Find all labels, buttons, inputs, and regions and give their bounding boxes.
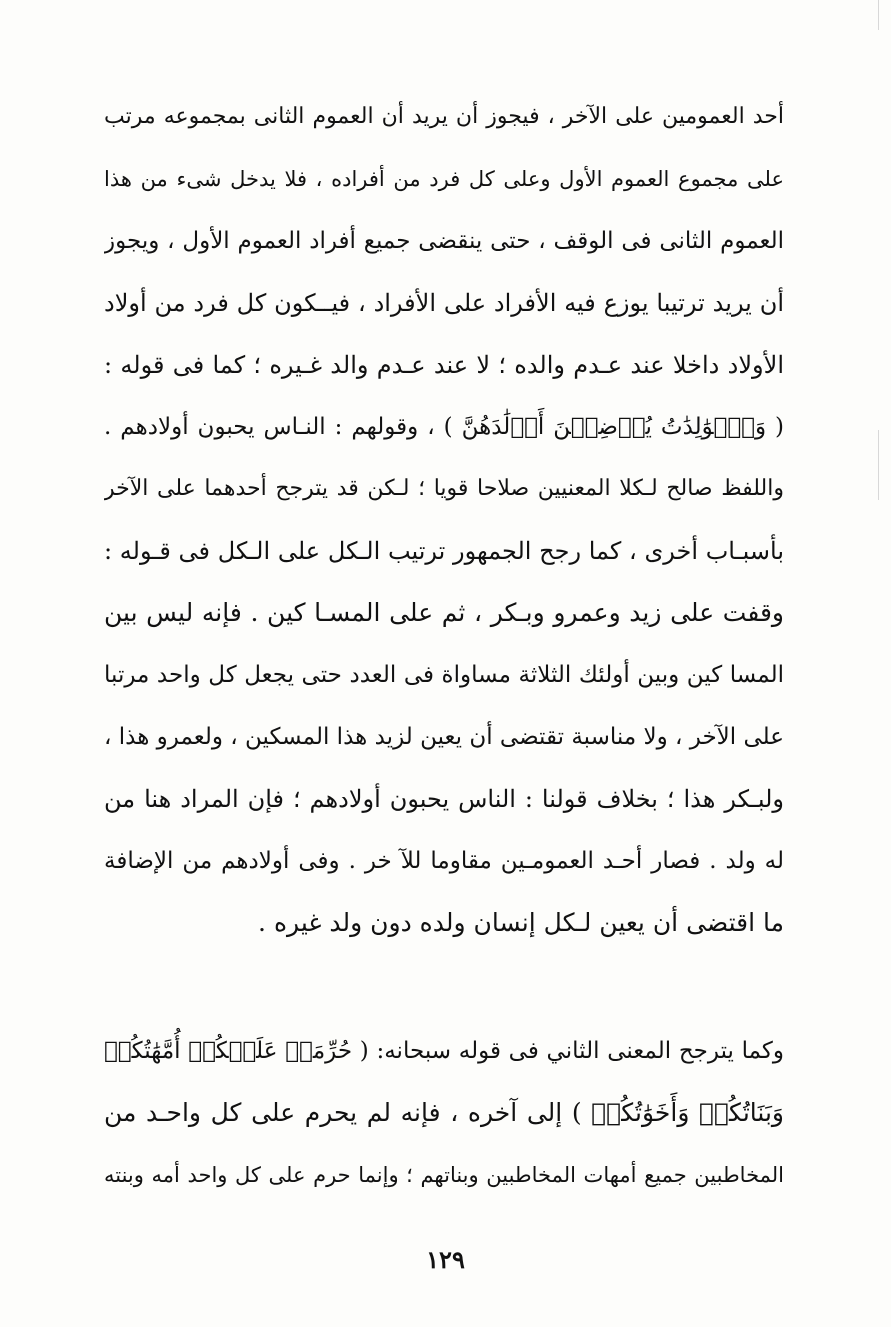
text-line: أحد العمومين على الآخر ، فيجوز أن يريد أن العموم الثانى بمجموعه مرتب xyxy=(104,104,784,129)
text-line: المخاطبين جميع أمهات المخاطبين وبناتهم ؛ وإنما حرم على كل واحد أمه وبنته xyxy=(104,1163,784,1187)
page-edge-mark xyxy=(878,0,879,30)
text-line-quran-quote: ( وَٱلۡوَٰلِدَٰتُ يُرۡضِعۡنَ أَوۡلَٰدَهُنَّ ) ، وقولهم : النـاس يحبون أولادهم . xyxy=(104,414,784,440)
text-line: ما اقتضى أن يعين لـكل إنسان ولده دون ولد غيره . xyxy=(258,908,784,937)
text-line: بأسبـاب أخرى ، كما رجح الجمهور ترتيب الـكل على الـكل فى قـوله : xyxy=(104,537,784,565)
text-line: ولبـكر هذا ؛ بخلاف قولنا : الناس يحبون أولادهم ؛ فإن المراد هنا من xyxy=(104,785,784,813)
text-line: له ولد . فصار أحـد العمومـين مقاوما للآ خر . وفى أولادهم من الإضافة xyxy=(104,848,784,874)
paragraph-2 xyxy=(104,1020,784,1206)
text-line: الأولاد داخلا عند عـدم والده ؛ لا عند عـدم والد غـيره ؛ كما فى قوله : xyxy=(104,351,784,379)
text-line: المسا كين وبين أولئك الثلاثة مساواة فى العدد حتى يجعل كل واحد مرتبا xyxy=(104,662,784,688)
text-line: على مجموع العموم الأول وعلى كل فرد من أفراده ، فلا يدخل شىء من هذا xyxy=(104,167,784,191)
text-line: على الآخر ، ولا مناسبة تقتضى أن يعين لزيد هذا المسكين ، ولعمرو هذا ، xyxy=(104,724,784,750)
page-number: ١٢٩ xyxy=(426,1245,465,1274)
text-line: العموم الثانى فى الوقف ، حتى ينقضى جميع أفراد العموم الأول ، ويجوز xyxy=(104,228,784,254)
text-line: واللفظ صالح لـكلا المعنيين صلاحا قويا ؛ لـكن قد يترجح أحدهما على الآخر xyxy=(104,476,784,501)
text-line-quran-quote: وكما يترجح المعنى الثاني فى قوله سبحانه: ( حُرِّمَتۡ عَلَيۡكُمۡ أُمَّهَٰتُكُمۡ xyxy=(104,1038,784,1064)
text-line: وقفت على زيد وعمرو وبـكر ، ثم على المسـا كين . فإنه ليس بين xyxy=(104,598,784,627)
page-edge-mark xyxy=(878,430,879,500)
text-line-quran-quote: وَبَنَاتُكُمۡ وَأَخَوَٰتُكُمۡ ) إلى آخره ، فإنه لم يحرم على كل واحـد من xyxy=(104,1098,784,1127)
paragraph-1 xyxy=(104,86,784,954)
text-line: أن يريد ترتيبا يوزع فيه الأفراد على الأفراد ، فيــكون كل فرد من أولاد xyxy=(104,289,784,317)
